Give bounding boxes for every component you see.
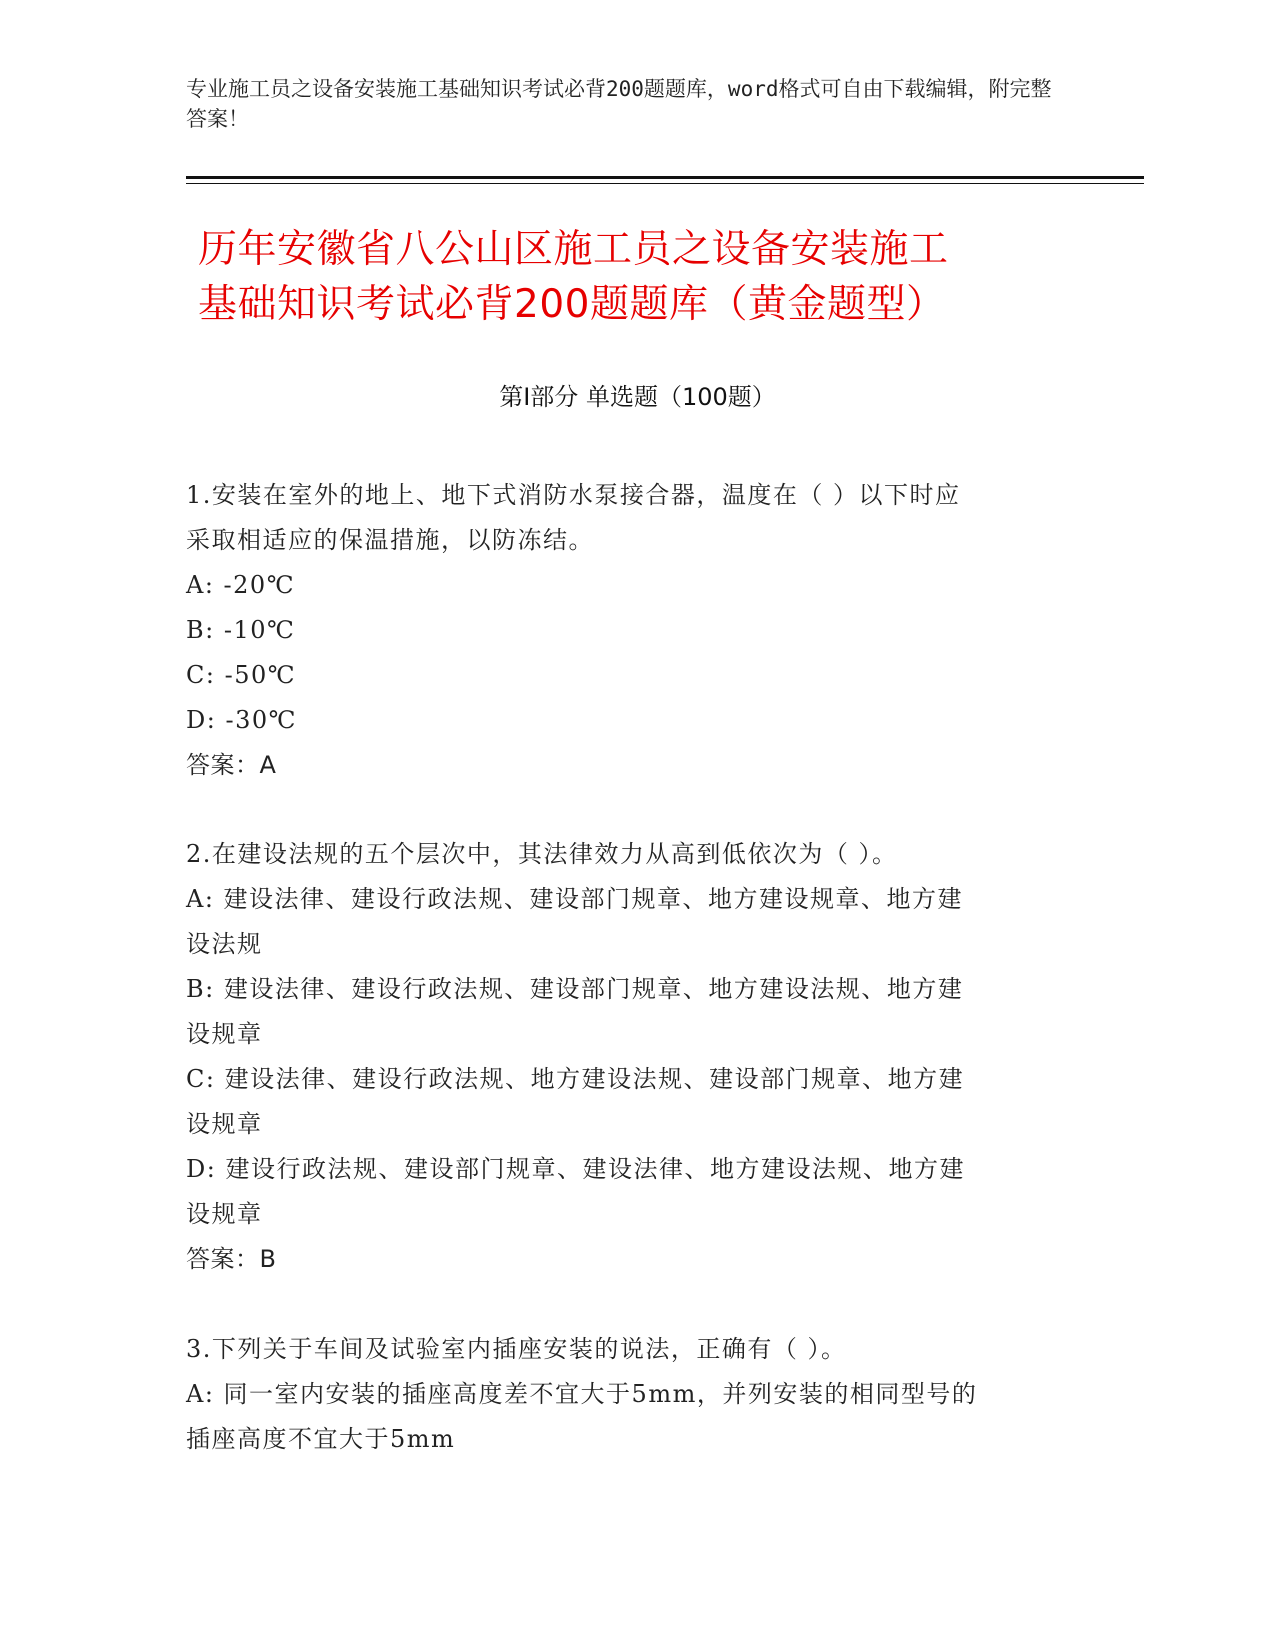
question-stem: 采取相适应的保温措施，以防冻结。	[186, 526, 594, 554]
question-1	[186, 473, 1066, 788]
title-line: 历年安徽省八公山区施工员之设备安装施工	[198, 227, 949, 272]
option-c-continued: 设规章	[186, 1110, 263, 1138]
document-title	[198, 222, 1098, 332]
question-3	[186, 1327, 1066, 1462]
option-b: B: -10℃	[186, 616, 296, 644]
title-line: 基础知识考试必背200题题库（黄金题型）	[198, 282, 946, 327]
option-a: A: -20℃	[186, 571, 296, 599]
answer-label: 答案：A	[186, 751, 277, 779]
option-d: D: -30℃	[186, 706, 297, 734]
option-a: A: 同一室内安装的插座高度差不宜大于5mm，并列安装的相同型号的	[186, 1380, 978, 1408]
section-title: 第Ⅰ部分 单选题（100题）	[499, 383, 776, 411]
option-d-continued: 设规章	[186, 1200, 263, 1228]
option-c: C: 建设法律、建设行政法规、地方建设法规、建设部门规章、地方建	[186, 1065, 965, 1093]
header-note: 专业施工员之设备安装施工基础知识考试必背200题题库，word格式可自由下载编辑，附完整答案！	[186, 77, 1052, 131]
option-a: A: 建设法律、建设行政法规、建设部门规章、地方建设规章、地方建	[186, 885, 964, 913]
question-stem: 2.在建设法规的五个层次中，其法律效力从高到低依次为（ ）。	[186, 840, 898, 868]
question-2	[186, 832, 1066, 1282]
question-stem: 1.安装在室外的地上、地下式消防水泵接合器，温度在（ ）以下时应	[186, 481, 961, 509]
option-b-continued: 设规章	[186, 1020, 263, 1048]
option-a-continued: 插座高度不宜大于5mm	[186, 1425, 456, 1453]
header-divider-thin	[186, 183, 1144, 184]
question-stem: 3.下列关于车间及试验室内插座安装的说法，正确有（ ）。	[186, 1335, 847, 1363]
option-b: B: 建设法律、建设行政法规、建设部门规章、地方建设法规、地方建	[186, 975, 964, 1003]
header-divider-thick	[186, 176, 1144, 179]
answer-label: 答案：B	[186, 1245, 277, 1273]
option-a-continued: 设法规	[186, 930, 263, 958]
option-c: C: -50℃	[186, 661, 297, 689]
option-d: D: 建设行政法规、建设部门规章、建设法律、地方建设法规、地方建	[186, 1155, 965, 1183]
